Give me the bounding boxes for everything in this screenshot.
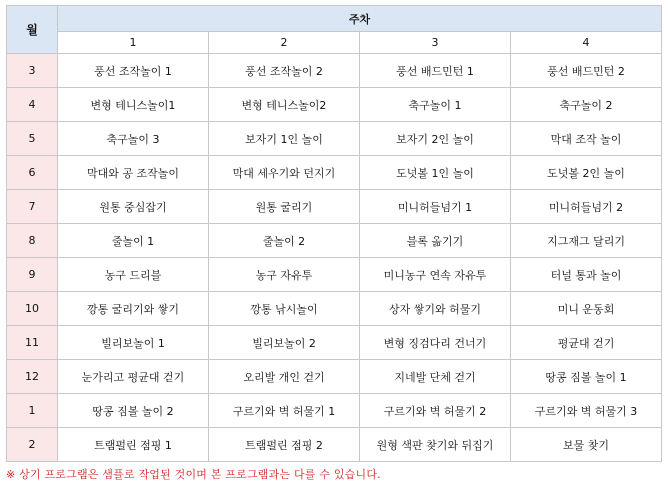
program-cell: 지네발 단체 걷기 (360, 360, 511, 394)
table-row (7, 360, 662, 394)
month-cell: 7 (7, 190, 58, 224)
program-cell: 도넛볼 1인 놀이 (360, 156, 511, 190)
program-cell: 깡통 굴리기와 쌓기 (58, 292, 209, 326)
program-cell: 보자기 1인 놀이 (209, 122, 360, 156)
program-cell: 땅콩 짐볼 놀이 1 (511, 360, 662, 394)
program-cell: 농구 드리블 (58, 258, 209, 292)
program-cell: 줄놀이 1 (58, 224, 209, 258)
month-cell: 2 (7, 428, 58, 462)
month-cell: 10 (7, 292, 58, 326)
month-cell: 3 (7, 54, 58, 88)
table-row (7, 258, 662, 292)
week-header: 주차 (58, 6, 662, 32)
table-row (7, 88, 662, 122)
program-cell: 빌리보놀이 2 (209, 326, 360, 360)
month-header: 월 (7, 6, 58, 54)
table-row (7, 122, 662, 156)
week-number-1: 1 (58, 32, 209, 54)
table-row (7, 54, 662, 88)
program-cell: 구르기와 벽 허물기 2 (360, 394, 511, 428)
program-cell: 미니허들넘기 2 (511, 190, 662, 224)
month-cell: 8 (7, 224, 58, 258)
program-cell: 축구놀이 1 (360, 88, 511, 122)
program-cell: 보물 찾기 (511, 428, 662, 462)
week-number-3: 3 (360, 32, 511, 54)
table-row (7, 394, 662, 428)
program-cell: 미니허들넘기 1 (360, 190, 511, 224)
program-cell: 줄놀이 2 (209, 224, 360, 258)
program-cell: 오리발 개인 걷기 (209, 360, 360, 394)
program-cell: 농구 자유투 (209, 258, 360, 292)
program-cell: 변형 테니스놀이1 (58, 88, 209, 122)
month-cell: 1 (7, 394, 58, 428)
program-cell: 막대 조작 놀이 (511, 122, 662, 156)
month-cell: 12 (7, 360, 58, 394)
program-cell: 풍선 조작놀이 2 (209, 54, 360, 88)
program-cell: 풍선 배드민턴 2 (511, 54, 662, 88)
month-cell: 9 (7, 258, 58, 292)
program-cell: 도넛볼 2인 놀이 (511, 156, 662, 190)
program-cell: 상자 쌓기와 허물기 (360, 292, 511, 326)
program-cell: 땅콩 짐볼 놀이 2 (58, 394, 209, 428)
month-cell: 5 (7, 122, 58, 156)
program-cell: 풍선 조작놀이 1 (58, 54, 209, 88)
program-cell: 평균대 걷기 (511, 326, 662, 360)
program-cell: 깡통 낚시놀이 (209, 292, 360, 326)
program-cell: 풍선 배드민턴 1 (360, 54, 511, 88)
program-cell: 트램펄린 점핑 1 (58, 428, 209, 462)
week-number-4: 4 (511, 32, 662, 54)
month-cell: 6 (7, 156, 58, 190)
table-row (7, 428, 662, 462)
program-cell: 미니농구 연속 자유투 (360, 258, 511, 292)
program-cell: 변형 테니스놀이2 (209, 88, 360, 122)
program-cell: 축구놀이 2 (511, 88, 662, 122)
program-cell: 빌리보놀이 1 (58, 326, 209, 360)
table-row (7, 326, 662, 360)
program-schedule-table (6, 5, 662, 462)
program-cell: 보자기 2인 놀이 (360, 122, 511, 156)
program-cell: 구르기와 벽 허물기 1 (209, 394, 360, 428)
program-cell: 축구놀이 3 (58, 122, 209, 156)
program-cell: 트램펄린 점핑 2 (209, 428, 360, 462)
table-row (7, 156, 662, 190)
footnote: ※ 상기 프로그램은 샘플로 작업된 것이며 본 프로그램과는 다를 수 있습니다. (6, 468, 381, 481)
program-cell: 원통 굴리기 (209, 190, 360, 224)
table-row (7, 292, 662, 326)
week-number-2: 2 (209, 32, 360, 54)
program-cell: 변형 징검다리 건너기 (360, 326, 511, 360)
month-cell: 11 (7, 326, 58, 360)
program-cell: 미니 운동회 (511, 292, 662, 326)
program-cell: 원형 색판 찾기와 뒤집기 (360, 428, 511, 462)
table-row (7, 190, 662, 224)
program-cell: 막대와 공 조작놀이 (58, 156, 209, 190)
program-cell: 원통 중심잡기 (58, 190, 209, 224)
program-cell: 구르기와 벽 허물기 3 (511, 394, 662, 428)
program-cell: 눈가리고 평균대 걷기 (58, 360, 209, 394)
program-cell: 지그재그 달리기 (511, 224, 662, 258)
program-cell: 터널 통과 놀이 (511, 258, 662, 292)
program-cell: 막대 세우기와 던지기 (209, 156, 360, 190)
month-cell: 4 (7, 88, 58, 122)
program-cell: 블록 옮기기 (360, 224, 511, 258)
table-row (7, 224, 662, 258)
